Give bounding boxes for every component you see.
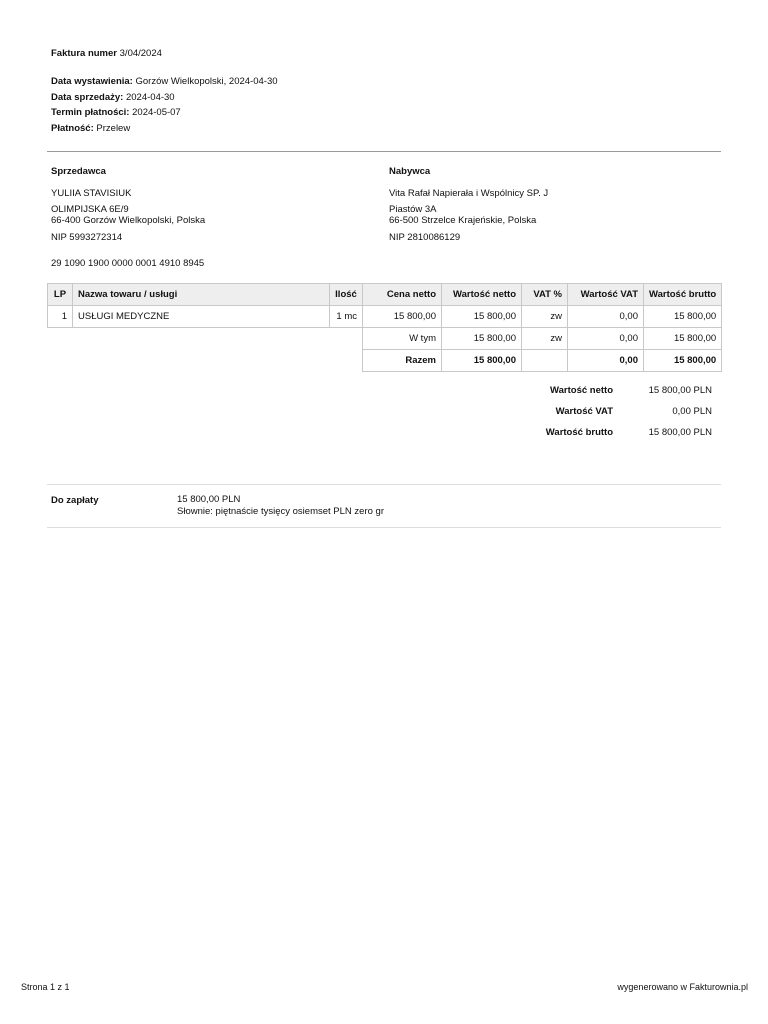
to-pay-label: Do zapłaty <box>51 495 99 506</box>
cell-vat-value: 0,00 <box>568 306 644 328</box>
header-divider <box>47 151 721 152</box>
cell-gross-value: 15 800,00 <box>644 306 722 328</box>
cell-vat-rate: zw <box>522 306 568 328</box>
buyer-heading: Nabywca <box>389 166 431 177</box>
subtotal-label: W tym <box>363 328 442 350</box>
buyer-city: 66-500 Strzelce Krajeńskie, Polska <box>389 215 537 226</box>
col-header-net-value: Wartość netto <box>442 284 522 306</box>
payment-method-line <box>51 123 130 134</box>
total-vat: 0,00 <box>568 350 644 372</box>
cell-qty: 1 mc <box>330 306 363 328</box>
total-vat-rate <box>522 350 568 372</box>
subtotal-row <box>48 328 722 350</box>
due-date-label: Termin płatności: <box>51 107 130 118</box>
total-spacer <box>48 350 363 372</box>
table-header-row <box>48 284 722 306</box>
cell-lp: 1 <box>48 306 73 328</box>
summary-vat-label: Wartość VAT <box>555 406 613 417</box>
invoice-number-line <box>51 48 162 59</box>
to-pay-bottom-divider <box>47 527 721 528</box>
sale-date-value: 2024-04-30 <box>125 92 175 103</box>
col-header-lp: LP <box>48 284 73 306</box>
total-gross: 15 800,00 <box>644 350 722 372</box>
col-header-vat-rate: VAT % <box>522 284 568 306</box>
total-row <box>48 350 722 372</box>
col-header-name: Nazwa towaru / usługi <box>73 284 330 306</box>
summary-gross-value: 15 800,00 PLN <box>648 427 712 438</box>
generated-by: wygenerowano w Fakturownia.pl <box>617 982 748 992</box>
to-pay-words: Słownie: piętnaście tysięcy osiemset PLN zero gr <box>177 506 384 517</box>
due-date-line <box>51 107 181 118</box>
buyer-nip: NIP 2810086129 <box>389 232 461 243</box>
buyer-name: Vita Rafał Napierała i Wspólnicy SP. J <box>389 188 549 199</box>
col-header-gross-value: Wartość brutto <box>644 284 722 306</box>
table-row <box>48 306 722 328</box>
items-table <box>47 283 722 372</box>
cell-name: USŁUGI MEDYCZNE <box>73 306 330 328</box>
col-header-vat-value: Wartość VAT <box>568 284 644 306</box>
seller-nip: NIP 5993272314 <box>51 232 123 243</box>
cell-net-value: 15 800,00 <box>442 306 522 328</box>
col-header-qty: Ilość <box>330 284 363 306</box>
summary-net-label: Wartość netto <box>550 385 613 396</box>
to-pay-top-divider <box>47 484 721 485</box>
subtotal-spacer <box>48 328 363 350</box>
total-net: 15 800,00 <box>442 350 522 372</box>
subtotal-vat: 0,00 <box>568 328 644 350</box>
issue-date-label: Data wystawienia: <box>51 76 133 87</box>
to-pay-amount: 15 800,00 PLN <box>177 494 241 505</box>
seller-name: YULIIA STAVISIUK <box>51 188 132 199</box>
sale-date-line <box>51 92 175 103</box>
subtotal-gross: 15 800,00 <box>644 328 722 350</box>
seller-bank-account: 29 1090 1900 0000 0001 4910 8945 <box>51 258 205 269</box>
payment-method-label: Płatność: <box>51 123 94 134</box>
due-date-value: 2024-05-07 <box>132 107 181 118</box>
seller-heading: Sprzedawca <box>51 166 106 177</box>
buyer-street: Piastów 3A <box>389 204 437 215</box>
seller-street: OLIMPIJSKA 6E/9 <box>51 204 129 215</box>
payment-method-value: Przelew <box>96 123 131 134</box>
subtotal-vat-rate: zw <box>522 328 568 350</box>
summary-gross-label: Wartość brutto <box>545 427 613 438</box>
cell-net-price: 15 800,00 <box>363 306 442 328</box>
issue-date-line <box>51 76 278 87</box>
seller-city: 66-400 Gorzów Wielkopolski, Polska <box>51 215 206 226</box>
invoice-number-value: 3/04/2024 <box>119 48 162 59</box>
invoice-number-label: Faktura numer <box>51 48 117 59</box>
sale-date-label: Data sprzedaży: <box>51 92 124 103</box>
page-number: Strona 1 z 1 <box>21 982 70 992</box>
total-label: Razem <box>363 350 442 372</box>
summary-net-value: 15 800,00 PLN <box>648 385 712 396</box>
issue-date-value: Gorzów Wielkopolski, 2024-04-30 <box>135 76 278 87</box>
subtotal-net: 15 800,00 <box>442 328 522 350</box>
col-header-net-price: Cena netto <box>363 284 442 306</box>
summary-vat-value: 0,00 PLN <box>672 406 712 417</box>
